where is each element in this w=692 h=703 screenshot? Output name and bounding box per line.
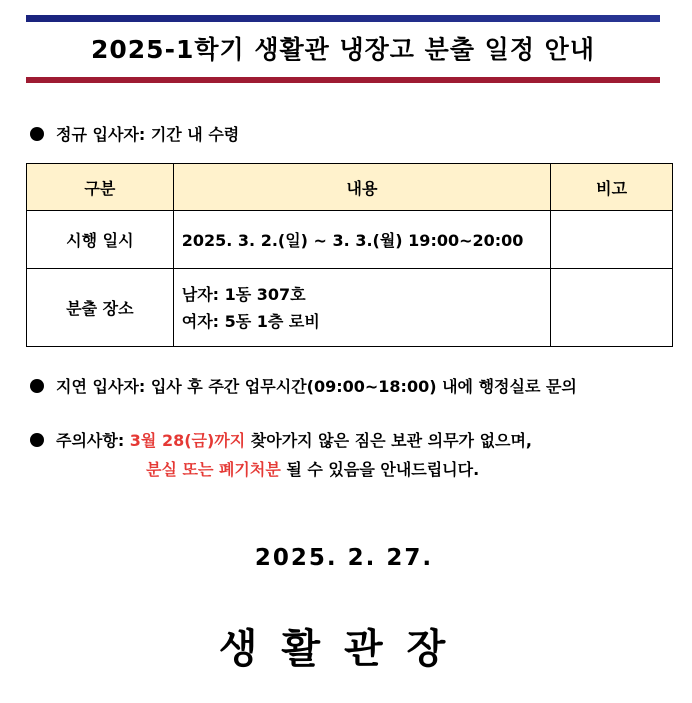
- regular-notice: [30, 124, 239, 146]
- delayed-notice-text: 지연 입사자: 입사 후 주간 업무시간(09:00~18:00) 내에 행정실로 문의: [56, 377, 577, 396]
- row-content: [173, 269, 550, 347]
- caution-deadline: 3월 28(금)까지: [129, 431, 246, 450]
- bullet-icon: [30, 127, 44, 141]
- header-content: 내용: [173, 164, 550, 211]
- schedule-table: [26, 163, 673, 347]
- caution-notice: [30, 430, 532, 452]
- title-top-bar: [26, 15, 660, 22]
- row-note: [551, 269, 673, 347]
- regular-notice-text: 정규 입사자: 기간 내 수령: [56, 125, 240, 144]
- title-bottom-bar: [26, 77, 660, 83]
- caution-prefix: 주의사항:: [56, 431, 130, 450]
- caution-disposal: 분실 또는 폐기처분: [146, 460, 281, 479]
- document-title: 2025-1학기 생활관 냉장고 분출 일정 안내: [91, 35, 595, 64]
- content-line-male: 남자: 1동 307호: [181, 284, 306, 304]
- table-row: [27, 269, 673, 347]
- delayed-notice: [30, 376, 577, 398]
- header-note: 비고: [551, 164, 673, 211]
- caution-continuation: [146, 459, 479, 481]
- table-header-row: [27, 164, 673, 211]
- row-content: 2025. 3. 2.(일) ~ 3. 3.(월) 19:00~20:00: [173, 211, 550, 269]
- caution-mid: 찾아가지 않은 짐은 보관 의무가 없으며,: [245, 431, 533, 450]
- row-label: 분출 장소: [27, 269, 174, 347]
- header-category: 구분: [27, 164, 174, 211]
- caution-suffix: 될 수 있음을 안내드립니다.: [280, 460, 480, 479]
- table-row: [27, 211, 673, 269]
- row-note: [551, 211, 673, 269]
- content-line-female: 여자: 5동 1층 로비: [181, 311, 320, 331]
- signer: 생활관장: [218, 626, 470, 672]
- bullet-icon: [30, 433, 44, 447]
- bullet-icon: [30, 379, 44, 393]
- row-label: 시행 일시: [27, 211, 174, 269]
- issue-date: 2025. 2. 27.: [254, 545, 434, 571]
